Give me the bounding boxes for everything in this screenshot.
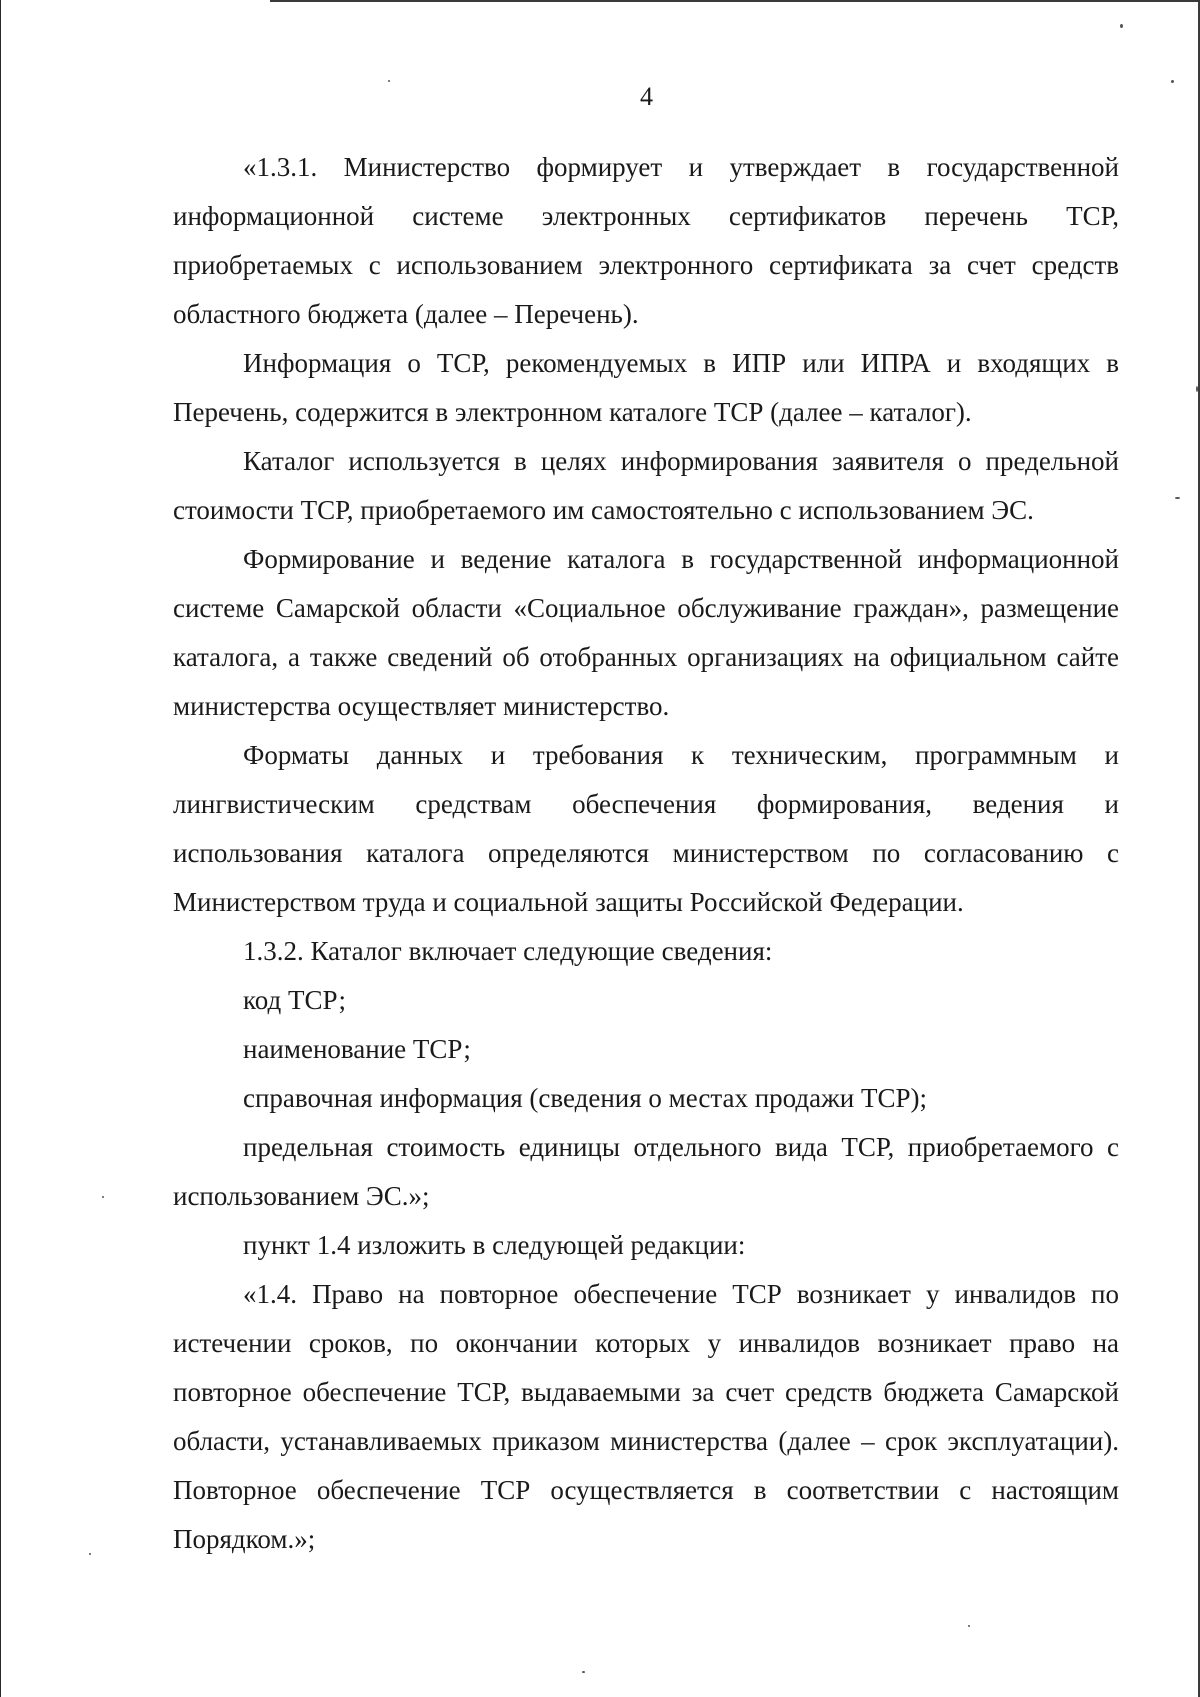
- list-item-reference-info: справочная информация (сведения о местах продажи ТСР);: [243, 1083, 927, 1113]
- paragraph-data-formats: Форматы данных и требования к техническим, программным и лингвистическим средствам обеспечения формирования, ведения и использования каталога определяются министерством по согласованию с Министерством труда и социальной защиты Российской Федерации.: [173, 740, 1119, 917]
- scan-speck: [1175, 497, 1180, 499]
- scan-speck: [102, 1196, 104, 1198]
- paragraph-catalog-info: Информация о ТСР, рекомендуемых в ИПР или ИПРА и входящих в Перечень, содержится в электронном каталоге ТСР (далее – каталог).: [173, 348, 1119, 427]
- scan-speck: [1196, 386, 1198, 392]
- scan-speck: [968, 1625, 970, 1627]
- scan-speck: [1120, 24, 1123, 28]
- paragraph-catalog-purpose: Каталог используется в целях информирования заявителя о предельной стоимости ТСР, приобретаемого им самостоятельно с использованием ЭС.: [173, 446, 1119, 525]
- paragraph-1-4: «1.4. Право на повторное обеспечение ТСР возникает у инвалидов по истечении сроков, по окончании которых у инвалидов возникает право на повторное обеспечение ТСР, выдаваемыми за счет средств бюджета Самарской области, устанавливаемых приказом министерства (далее – срок эксплуатации). Повторное обеспечение ТСР осуществляется в соответствии с настоящим Порядком.»;: [173, 1279, 1119, 1554]
- scan-edge-left: [0, 0, 1, 1697]
- paragraph-amend-1-4: пункт 1.4 изложить в следующей редакции:: [243, 1230, 746, 1260]
- page-number: 4: [640, 82, 653, 111]
- list-item-tsr-code: код ТСР;: [243, 985, 346, 1015]
- paragraph-catalog-maintenance: Формирование и ведение каталога в государственной информационной системе Самарской области «Социальное обслуживание граждан», размещение каталога, а также сведений об отобранных организациях на официальном сайте министерства осуществляет министерство.: [173, 544, 1119, 721]
- list-item-max-cost: предельная стоимость единицы отдельного вида ТСР, приобретаемого с использованием ЭС.»;: [173, 1132, 1119, 1211]
- scan-speck: [89, 1553, 91, 1555]
- paragraph-1-3-1: «1.3.1. Министерство формирует и утверждает в государственной информационной системе электронных сертификатов перечень ТСР, приобретаемых с использованием электронного сертификата за счет средств областного бюджета (далее – Перечень).: [173, 152, 1119, 329]
- paragraph-1-3-2: 1.3.2. Каталог включает следующие сведения:: [243, 936, 773, 966]
- scan-speck: [582, 1671, 585, 1673]
- scan-edge-top: [270, 0, 1200, 2]
- document-body: [173, 143, 1119, 1564]
- list-item-tsr-name: наименование ТСР;: [243, 1034, 471, 1064]
